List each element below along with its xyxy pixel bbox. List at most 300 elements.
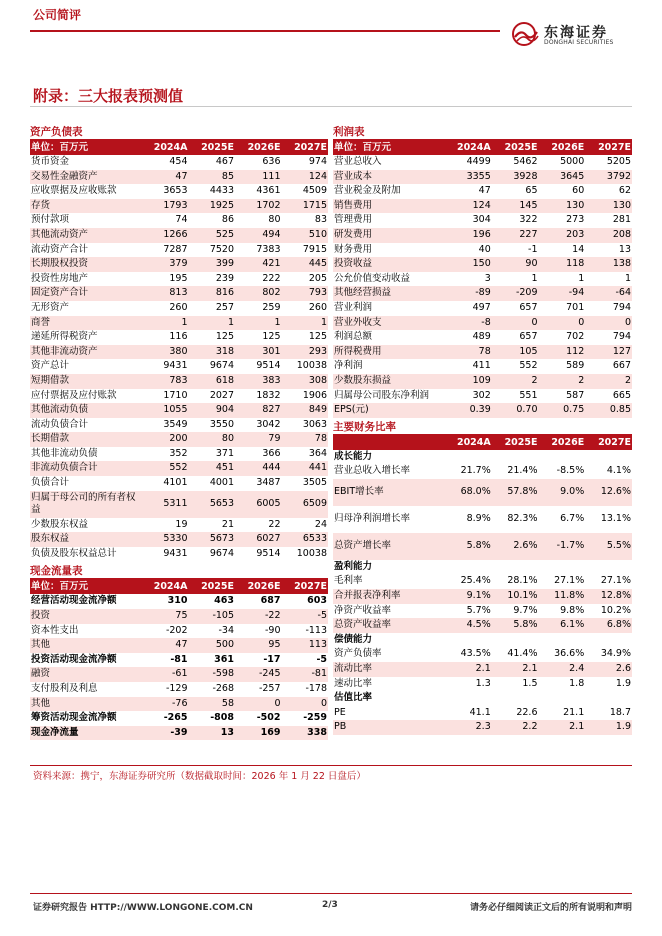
cell-value: 4001: [209, 477, 234, 489]
column-header: 2025E: [189, 579, 236, 594]
page-number: 2/3: [322, 900, 338, 910]
cell-value: 9.8%: [560, 604, 585, 616]
cell-value: -22: [235, 609, 282, 624]
cell-value: 1925: [189, 199, 236, 214]
row-label: 所得税费用: [333, 345, 445, 360]
cell-value: 65: [525, 185, 538, 197]
row-label: 资产总计: [31, 360, 70, 372]
logo-english-name: DONGHAI SECURITIES: [544, 39, 614, 46]
row-label: 应付票据及应付账款: [31, 389, 117, 401]
cell-value: 1: [142, 316, 189, 331]
cell-value: 6509: [282, 491, 329, 518]
cell-value: 0: [539, 316, 586, 331]
column-header: 单位：百万元: [30, 579, 142, 594]
ratio-group-row: [333, 450, 632, 465]
cell-value: 338: [282, 726, 329, 741]
cell-value: 41.4%: [507, 648, 538, 660]
cell-value: 208: [585, 228, 632, 243]
cell-value: 7383: [256, 243, 281, 255]
table-row: [333, 589, 632, 604]
row-label: 流动资产合计: [31, 243, 89, 255]
cell-value: 1055: [142, 403, 189, 418]
cell-value: 3: [484, 272, 491, 284]
table-row: [333, 184, 632, 199]
table-row: [333, 272, 632, 287]
cell-value: -1.7%: [539, 533, 586, 560]
row-label: 其他流动负债: [30, 403, 142, 418]
table-row: [333, 662, 632, 677]
cell-value: 4509: [302, 185, 327, 197]
data-source-note: 资料来源：携宁，东海证券研究所（数据截取时间：2026 年 1 月 22 日盘后）: [33, 771, 366, 782]
cell-value: 125: [215, 331, 234, 343]
cell-value: -268: [212, 683, 234, 694]
cell-value: 80: [189, 432, 236, 447]
cell-value: 0.85: [585, 403, 632, 418]
cell-value: 196: [445, 228, 492, 243]
cell-value: 95: [235, 638, 282, 653]
cell-value: 78: [282, 432, 329, 447]
cell-value: 22: [268, 518, 281, 530]
cell-value: 27.1%: [554, 575, 585, 587]
cell-value: -259: [303, 712, 327, 724]
column-header: 2027E: [585, 435, 632, 450]
cell-value: 587: [566, 389, 585, 401]
cell-value: 1.8: [569, 677, 585, 689]
table-row: [30, 213, 328, 228]
row-label: 短期借款: [30, 374, 142, 389]
table-row: [333, 533, 632, 560]
cell-value: 701: [566, 301, 585, 313]
column-header: 单位：百万元: [333, 140, 445, 155]
cell-value: 451: [189, 461, 236, 476]
table-row: [333, 155, 632, 170]
footer-disclaimer: 请务必仔细阅读正文后的所有说明和声明: [469, 903, 632, 913]
ratio-group-label: 盈利能力: [334, 560, 373, 572]
cell-value: 2.2: [492, 720, 539, 735]
table-header-row: [333, 140, 632, 155]
cell-value: 603: [307, 595, 327, 607]
row-label: 资本性支出: [31, 624, 79, 636]
cell-value: 383: [235, 374, 282, 389]
ratio-group-label: 偿债能力: [334, 633, 373, 645]
table-row: [30, 418, 328, 433]
cell-value: 9431: [163, 360, 188, 372]
cell-value: 974: [308, 156, 327, 167]
cell-value: 239: [215, 272, 234, 284]
cell-value: 2: [585, 374, 632, 389]
cell-value: 75: [142, 609, 189, 624]
cell-value: 304: [472, 214, 491, 226]
cell-value: 273: [566, 214, 585, 226]
cell-value: 1.9: [615, 677, 631, 689]
column-header: 2025E: [492, 435, 539, 450]
cell-value: 4.1%: [606, 465, 631, 477]
cell-value: 445: [282, 257, 329, 272]
cell-value: 2.1: [445, 662, 492, 677]
cell-value: 589: [566, 360, 585, 372]
cell-value: 1: [531, 272, 538, 284]
cell-value: 441: [282, 461, 329, 476]
row-label: 经营活动现金流净额: [31, 595, 117, 607]
cell-value: 500: [189, 638, 236, 653]
cell-value: 0: [282, 697, 329, 712]
row-label: 净利润: [334, 360, 363, 372]
row-label: 无形资产: [31, 301, 70, 313]
table-row: [30, 359, 328, 374]
table-row: [333, 677, 632, 692]
cell-value: 83: [314, 214, 327, 226]
cell-value: 0.70: [492, 403, 539, 418]
row-label: 货币资金: [31, 156, 70, 167]
row-label: 流动比率: [333, 662, 445, 677]
table-row: [333, 647, 632, 662]
cell-value: -81: [282, 667, 329, 682]
row-label: 应收票据及应收账款: [31, 185, 117, 197]
cell-value: -5: [282, 609, 329, 624]
table-row: [30, 432, 328, 447]
cell-value: 257: [215, 301, 234, 313]
ratio-group-row: [333, 560, 632, 575]
wave-logo-icon: [512, 22, 540, 48]
cell-value: 127: [585, 345, 632, 360]
cell-value: 618: [189, 374, 236, 389]
cell-value: 702: [566, 331, 585, 343]
row-label: 营业税金及附加: [334, 185, 401, 197]
table-bottom-rule: [30, 765, 632, 766]
cell-value: 361: [214, 653, 234, 665]
table-row: [333, 359, 632, 374]
table-row: [30, 624, 328, 639]
row-label: 投资收益: [333, 257, 445, 272]
cell-value: 28.1%: [507, 575, 538, 587]
cell-value: 21.4%: [507, 465, 538, 477]
table-row: [333, 330, 632, 345]
table-row: [30, 594, 328, 609]
cell-value: 85: [189, 170, 236, 185]
cell-value: 0: [585, 316, 632, 331]
cell-value: 116: [169, 331, 188, 343]
row-label: 其他非流动负债: [31, 447, 98, 459]
table-row: [333, 720, 632, 735]
cell-value: 62: [618, 185, 631, 197]
row-label: 营业利润: [334, 301, 373, 313]
cell-value: 9.1%: [445, 589, 492, 604]
ratios-table: [333, 435, 632, 735]
cell-value: 124: [282, 170, 329, 185]
cell-value: -81: [170, 653, 188, 665]
cell-value: 82.3%: [507, 513, 538, 525]
table-header-row: [30, 579, 328, 594]
table-row: [30, 711, 328, 726]
cell-value: 10.2%: [600, 604, 631, 616]
cell-value: 399: [189, 257, 236, 272]
table-row: [30, 228, 328, 243]
table-row: [30, 243, 328, 258]
cell-value: 222: [262, 272, 281, 284]
cell-value: 5462: [513, 156, 538, 167]
row-label: 净资产收益率: [334, 604, 392, 616]
table-row: [333, 574, 632, 589]
cell-value: 551: [519, 389, 538, 401]
table-row: [30, 389, 328, 404]
cell-value: 380: [142, 345, 189, 360]
row-label: 商誉: [30, 316, 142, 331]
cell-value: -245: [235, 667, 282, 682]
cell-value: 364: [308, 447, 327, 459]
cell-value: -94: [539, 286, 586, 301]
cell-value: 310: [167, 595, 188, 607]
row-label: 非流动负债合计: [30, 461, 142, 476]
cell-value: 636: [262, 156, 281, 167]
row-label: 公允价值变动收益: [334, 272, 411, 284]
cell-value: 7520: [209, 243, 234, 255]
cell-value: 113: [282, 638, 329, 653]
cell-value: 366: [262, 447, 281, 459]
cell-value: 421: [235, 257, 282, 272]
table-row: [30, 199, 328, 214]
cell-value: 10038: [296, 547, 327, 559]
cell-value: 1906: [302, 389, 327, 401]
row-label: 融资: [30, 667, 142, 682]
cell-value: 203: [539, 228, 586, 243]
column-header: 2027E: [282, 579, 329, 594]
cell-value: 25.4%: [460, 575, 491, 587]
cell-value: -502: [256, 712, 281, 724]
cell-value: -89: [445, 286, 492, 301]
cell-value: 24: [314, 518, 327, 530]
cell-value: 3063: [302, 418, 327, 430]
cell-value: 813: [142, 286, 189, 301]
cell-value: 3549: [163, 418, 188, 430]
cell-value: 497: [472, 301, 491, 313]
cell-value: 5.7%: [466, 604, 491, 616]
cell-value: -8.5%: [556, 465, 585, 477]
header-rule: [30, 30, 500, 32]
column-header: 2026E: [235, 140, 282, 155]
cell-value: 5205: [606, 156, 631, 167]
row-label: 利润总额: [334, 331, 373, 343]
cell-value: 130: [539, 199, 586, 214]
cell-value: 552: [519, 360, 538, 372]
cell-value: 260: [308, 301, 327, 313]
cell-value: 41.1: [469, 706, 491, 718]
cell-value: 904: [189, 403, 236, 418]
cell-value: 2.4: [539, 662, 586, 677]
row-label: 总资产增长率: [333, 533, 445, 560]
row-label: 股东权益: [30, 532, 142, 547]
cell-value: -34: [218, 624, 234, 636]
cell-value: 205: [308, 272, 327, 284]
cell-value: 4361: [256, 185, 281, 197]
column-header: 2026E: [539, 140, 586, 155]
cell-value: 7287: [163, 243, 188, 255]
row-label: 研发费用: [333, 228, 445, 243]
cash-flow-table: [30, 579, 328, 740]
cell-value: 2.6%: [492, 533, 539, 560]
ratios-title: 主要财务比率: [333, 419, 632, 435]
row-label: EPS(元): [333, 403, 445, 418]
cell-value: 371: [215, 447, 234, 459]
cell-value: 827: [235, 403, 282, 418]
cell-value: 2.1: [492, 662, 539, 677]
row-label: 速动比率: [334, 677, 373, 689]
cell-value: 657: [519, 301, 538, 313]
table-row: [333, 301, 632, 316]
cell-value: 260: [169, 301, 188, 313]
cell-value: 43.5%: [460, 648, 491, 660]
table-row: [333, 374, 632, 389]
row-label: 归母净利润增长率: [334, 513, 411, 525]
row-label: 管理费用: [334, 214, 373, 226]
cell-value: 793: [282, 286, 329, 301]
cell-value: 3928: [492, 170, 539, 185]
table-row: [30, 155, 328, 170]
cell-value: 138: [585, 257, 632, 272]
table-row: [333, 345, 632, 360]
table-row: [30, 447, 328, 462]
cell-value: 47: [478, 185, 491, 197]
column-header: 2025E: [492, 140, 539, 155]
cell-value: 10.1%: [492, 589, 539, 604]
table-row: [30, 518, 328, 533]
row-label: 少数股东损益: [333, 374, 445, 389]
column-header: 2024A: [142, 140, 189, 155]
cell-value: 9674: [209, 547, 234, 559]
cell-value: 657: [519, 331, 538, 343]
cell-value: 783: [142, 374, 189, 389]
row-label: 销售费用: [333, 199, 445, 214]
table-row: [30, 547, 328, 562]
cell-value: 1793: [142, 199, 189, 214]
column-header: 2024A: [445, 435, 492, 450]
column-header: 2027E: [585, 140, 632, 155]
cell-value: 2.1: [539, 720, 586, 735]
row-label: 财务费用: [334, 243, 373, 255]
cell-value: -105: [189, 609, 236, 624]
cell-value: -5: [316, 653, 327, 665]
cell-value: 36.6%: [554, 648, 585, 660]
row-label: 投资: [30, 609, 142, 624]
cell-value: -129: [165, 683, 188, 694]
row-label: PE: [334, 706, 346, 718]
row-label: 其他: [30, 638, 142, 653]
cell-value: 227: [492, 228, 539, 243]
table-row: [30, 170, 328, 185]
table-header-row: [333, 435, 632, 450]
cell-value: 0.39: [445, 403, 492, 418]
cell-value: 2: [539, 374, 586, 389]
table-row: [30, 697, 328, 712]
cell-value: 5.5%: [585, 533, 632, 560]
cell-value: -178: [305, 683, 327, 694]
cell-value: 3487: [256, 477, 281, 489]
column-header: 2027E: [282, 140, 329, 155]
ratio-group-row: [333, 691, 632, 706]
income-statement-table: [333, 140, 632, 418]
cell-value: -1: [528, 243, 538, 255]
page-title: 附录：三大报表预测值: [33, 87, 184, 105]
table-row: [333, 403, 632, 418]
cell-value: 9.7%: [513, 604, 538, 616]
cell-value: 145: [492, 199, 539, 214]
cell-value: -265: [163, 712, 188, 724]
cell-value: 849: [282, 403, 329, 418]
row-label: 负债及股东权益总计: [31, 547, 117, 559]
title-rule: [30, 106, 632, 107]
cell-value: 13.1%: [600, 513, 631, 525]
table-row: [333, 286, 632, 301]
table-row: [30, 476, 328, 491]
cell-value: 3505: [302, 477, 327, 489]
cell-value: -64: [585, 286, 632, 301]
cell-value: 463: [214, 595, 234, 607]
income-statement-title: 利润表: [333, 124, 632, 140]
ratio-group-row: [333, 633, 632, 648]
table-row: [333, 706, 632, 721]
table-row: [30, 682, 328, 697]
table-row: [333, 257, 632, 272]
cell-value: 489: [472, 331, 491, 343]
cell-value: -17: [263, 653, 281, 665]
row-label: 现金净流量: [30, 726, 142, 741]
row-label: 负债合计: [31, 477, 70, 489]
cell-value: 816: [189, 286, 236, 301]
cell-value: 5330: [142, 532, 189, 547]
cell-value: 3645: [539, 170, 586, 185]
table-row: [333, 506, 632, 533]
cell-value: 3792: [585, 170, 632, 185]
cell-value: 322: [519, 214, 538, 226]
cell-value: 13: [189, 726, 236, 741]
cell-value: 281: [612, 214, 631, 226]
cell-value: 130: [585, 199, 632, 214]
cell-value: 125: [262, 331, 281, 343]
cell-value: 195: [169, 272, 188, 284]
cell-value: 34.9%: [600, 648, 631, 660]
row-label: 长期借款: [30, 432, 142, 447]
cell-value: 74: [175, 214, 188, 226]
cell-value: 5673: [189, 532, 236, 547]
cell-value: 1.9: [585, 720, 632, 735]
row-label: 归属于母公司的所有者权益: [30, 491, 142, 518]
cell-value: 1710: [163, 389, 188, 401]
cell-value: -113: [305, 624, 327, 636]
cell-value: 78: [445, 345, 492, 360]
cash-flow-title: 现金流量表: [30, 563, 328, 579]
cell-value: 0: [235, 697, 282, 712]
column-header: [333, 435, 445, 450]
cell-value: 90: [492, 257, 539, 272]
row-label: 归属母公司股东净利润: [334, 389, 430, 401]
row-label: 存货: [30, 199, 142, 214]
cell-value: 1266: [142, 228, 189, 243]
cell-value: 9514: [256, 547, 281, 559]
cell-value: 58: [189, 697, 236, 712]
row-label: 其他经营损益: [333, 286, 445, 301]
table-row: [30, 653, 328, 668]
cell-value: 6.1%: [539, 618, 586, 633]
cell-value: 1702: [235, 199, 282, 214]
column-header: 2026E: [235, 579, 282, 594]
footer-website: 证券研究报告 HTTP://WWW.LONGONE.COM.CN: [33, 903, 253, 913]
cell-value: -76: [142, 697, 189, 712]
cell-value: 5653: [189, 491, 236, 518]
cell-value: 352: [169, 447, 188, 459]
table-row: [30, 345, 328, 360]
cell-value: 9.0%: [539, 479, 586, 506]
company-logo: [512, 22, 632, 48]
cell-value: 1.3: [475, 677, 491, 689]
